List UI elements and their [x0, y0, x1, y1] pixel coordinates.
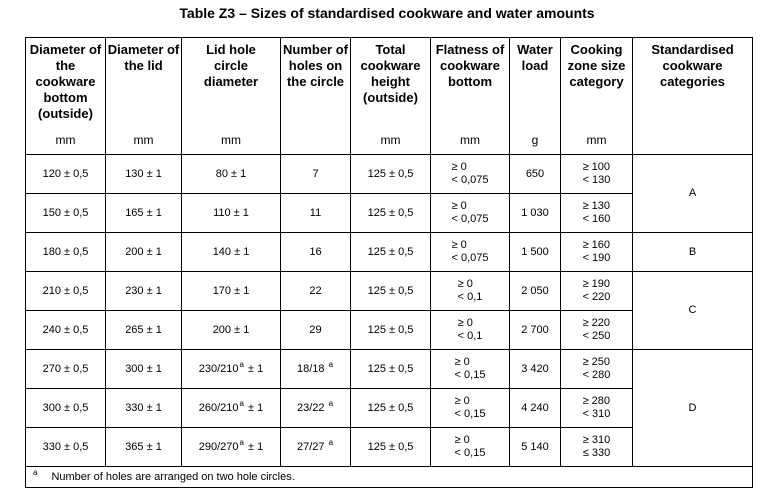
zone-min: ≥ 220	[582, 317, 611, 329]
footnote-marker: a	[328, 437, 334, 447]
cell-holes	[281, 350, 351, 389]
flatness-max: < 0,15	[454, 447, 486, 459]
cell-flatness	[431, 194, 510, 233]
cell-height: 125 ± 0,5	[351, 428, 431, 467]
cell-hole-circle: 200 ± 1	[182, 311, 281, 350]
table-title: Table Z3 – Sizes of standardised cookware and water amounts	[179, 5, 595, 21]
category-cell: C	[633, 272, 753, 350]
cell-height: 125 ± 0,5	[351, 155, 431, 194]
zone-min: ≥ 160	[582, 239, 611, 251]
cell-water: 1 030	[510, 194, 561, 233]
header-water-load: Water load	[510, 38, 561, 127]
hole-circle-tolerance: ± 1	[248, 362, 264, 375]
cell-flatness	[431, 428, 510, 467]
zone-max: < 160	[582, 213, 611, 225]
category-cell: D	[633, 350, 753, 467]
flatness-max: < 0,075	[451, 174, 489, 186]
header-row	[26, 38, 753, 127]
zone-min: ≥ 100	[582, 161, 611, 173]
cell-holes	[281, 389, 351, 428]
zone-max: < 220	[582, 291, 611, 303]
table-row	[26, 233, 753, 272]
cell-height: 125 ± 0,5	[351, 389, 431, 428]
header-bottom-diameter: Diameter of the cookware bottom (outside)	[26, 38, 106, 127]
zone-min: ≥ 310	[582, 434, 611, 446]
cell-bottom: 180 ± 0,5	[26, 233, 106, 272]
cell-zone	[561, 272, 633, 311]
cell-holes: 7	[281, 155, 351, 194]
header-total-height: Total cookware height (outside)	[351, 38, 431, 127]
cell-height: 125 ± 0,5	[351, 350, 431, 389]
cell-lid: 300 ± 1	[106, 350, 182, 389]
cell-bottom: 150 ± 0,5	[26, 194, 106, 233]
cell-zone	[561, 233, 633, 272]
cell-bottom: 240 ± 0,5	[26, 311, 106, 350]
cell-bottom: 210 ± 0,5	[26, 272, 106, 311]
cell-hole-circle: 170 ± 1	[182, 272, 281, 311]
unit-lid: mm	[106, 126, 182, 155]
flatness-min: ≥ 0	[451, 200, 467, 212]
cell-hole-circle: 80 ± 1	[182, 155, 281, 194]
cell-zone	[561, 194, 633, 233]
flatness-min: ≥ 0	[454, 395, 470, 407]
zone-max: < 190	[582, 252, 611, 264]
cell-water: 2 050	[510, 272, 561, 311]
cell-height: 125 ± 0,5	[351, 272, 431, 311]
cell-height: 125 ± 0,5	[351, 311, 431, 350]
cell-water: 4 240	[510, 389, 561, 428]
holes-value: 23/22	[296, 401, 325, 414]
footnote-marker: a	[328, 359, 334, 369]
unit-height: mm	[351, 126, 431, 155]
footnote-marker: a	[239, 437, 244, 447]
cell-water: 5 140	[510, 428, 561, 467]
flatness-max: < 0,15	[454, 408, 486, 420]
zone-min: ≥ 250	[582, 356, 611, 368]
flatness-max: < 0,15	[454, 369, 486, 381]
cell-zone	[561, 350, 633, 389]
footnote-text: Number of holes are arranged on two hole circles.	[51, 470, 295, 483]
flatness-max: < 0,1	[457, 291, 483, 303]
category-cell: B	[633, 233, 753, 272]
footnote-mark: a	[33, 467, 38, 477]
cell-bottom: 120 ± 0,5	[26, 155, 106, 194]
zone-max: < 310	[582, 408, 611, 420]
cell-hole-circle	[182, 428, 281, 467]
cell-water: 650	[510, 155, 561, 194]
cell-zone	[561, 428, 633, 467]
unit-water: g	[510, 126, 561, 155]
hole-circle-tolerance: ± 1	[248, 440, 264, 453]
cell-holes: 11	[281, 194, 351, 233]
unit-flatness: mm	[431, 126, 510, 155]
cell-lid: 265 ± 1	[106, 311, 182, 350]
cookware-table	[25, 37, 753, 488]
cell-lid: 330 ± 1	[106, 389, 182, 428]
table-row	[26, 155, 753, 194]
cell-lid: 130 ± 1	[106, 155, 182, 194]
header-zone-size: Cooking zone size category	[561, 38, 633, 127]
flatness-min: ≥ 0	[451, 239, 467, 251]
header-number-of-holes: Number of holes on the circle	[281, 38, 351, 127]
cell-flatness	[431, 272, 510, 311]
cell-holes	[281, 428, 351, 467]
cell-lid: 365 ± 1	[106, 428, 182, 467]
flatness-min: ≥ 0	[457, 278, 473, 290]
zone-min: ≥ 190	[582, 278, 611, 290]
unit-holes	[281, 126, 351, 155]
cell-holes: 29	[281, 311, 351, 350]
zone-min: ≥ 280	[582, 395, 611, 407]
footnote-marker: a	[239, 359, 244, 369]
cell-hole-circle: 110 ± 1	[182, 194, 281, 233]
hole-circle-value: 260/210	[198, 401, 239, 414]
cell-water: 1 500	[510, 233, 561, 272]
unit-hole-circle: mm	[182, 126, 281, 155]
flatness-min: ≥ 0	[454, 434, 470, 446]
cell-water: 3 420	[510, 350, 561, 389]
cell-flatness	[431, 233, 510, 272]
cell-hole-circle: 140 ± 1	[182, 233, 281, 272]
cell-bottom: 300 ± 0,5	[26, 389, 106, 428]
table-row	[26, 272, 753, 311]
cell-hole-circle	[182, 350, 281, 389]
footnote	[26, 467, 753, 488]
flatness-min: ≥ 0	[454, 356, 470, 368]
zone-max: < 280	[582, 369, 611, 381]
holes-value: 18/18	[296, 362, 325, 375]
flatness-max: < 0,1	[457, 330, 483, 342]
cell-height: 125 ± 0,5	[351, 194, 431, 233]
cell-lid: 230 ± 1	[106, 272, 182, 311]
category-cell: A	[633, 155, 753, 233]
table-row	[26, 350, 753, 389]
header-lid-diameter: Diameter of the lid	[106, 38, 182, 127]
header-lid-hole-circle: Lid hole circle diameter	[182, 38, 281, 127]
unit-zone: mm	[561, 126, 633, 155]
cell-lid: 200 ± 1	[106, 233, 182, 272]
hole-circle-tolerance: ± 1	[248, 401, 264, 414]
flatness-min: ≥ 0	[457, 317, 473, 329]
unit-bottom: mm	[26, 126, 106, 155]
cell-holes: 22	[281, 272, 351, 311]
flatness-max: < 0,075	[451, 213, 489, 225]
cell-hole-circle	[182, 389, 281, 428]
flatness-max: < 0,075	[451, 252, 489, 264]
cell-zone	[561, 389, 633, 428]
zone-max: ≤ 330	[582, 447, 611, 459]
holes-value: 27/27	[296, 440, 325, 453]
cell-bottom: 330 ± 0,5	[26, 428, 106, 467]
cell-flatness	[431, 350, 510, 389]
cell-flatness	[431, 311, 510, 350]
header-flatness: Flatness of cookware bottom	[431, 38, 510, 127]
cell-height: 125 ± 0,5	[351, 233, 431, 272]
cell-zone	[561, 155, 633, 194]
header-categories: Standardised cookware categories	[633, 38, 753, 155]
cell-lid: 165 ± 1	[106, 194, 182, 233]
cell-water: 2 700	[510, 311, 561, 350]
zone-max: < 130	[582, 174, 611, 186]
cell-bottom: 270 ± 0,5	[26, 350, 106, 389]
hole-circle-value: 290/270	[198, 440, 239, 453]
cell-zone	[561, 311, 633, 350]
footnote-marker: a	[239, 398, 244, 408]
zone-max: < 250	[582, 330, 611, 342]
footnote-row	[26, 467, 753, 488]
cell-flatness	[431, 389, 510, 428]
cell-flatness	[431, 155, 510, 194]
flatness-min: ≥ 0	[451, 161, 467, 173]
footnote-marker: a	[328, 398, 334, 408]
hole-circle-value: 230/210	[198, 362, 239, 375]
zone-min: ≥ 130	[582, 200, 611, 212]
cell-holes: 16	[281, 233, 351, 272]
